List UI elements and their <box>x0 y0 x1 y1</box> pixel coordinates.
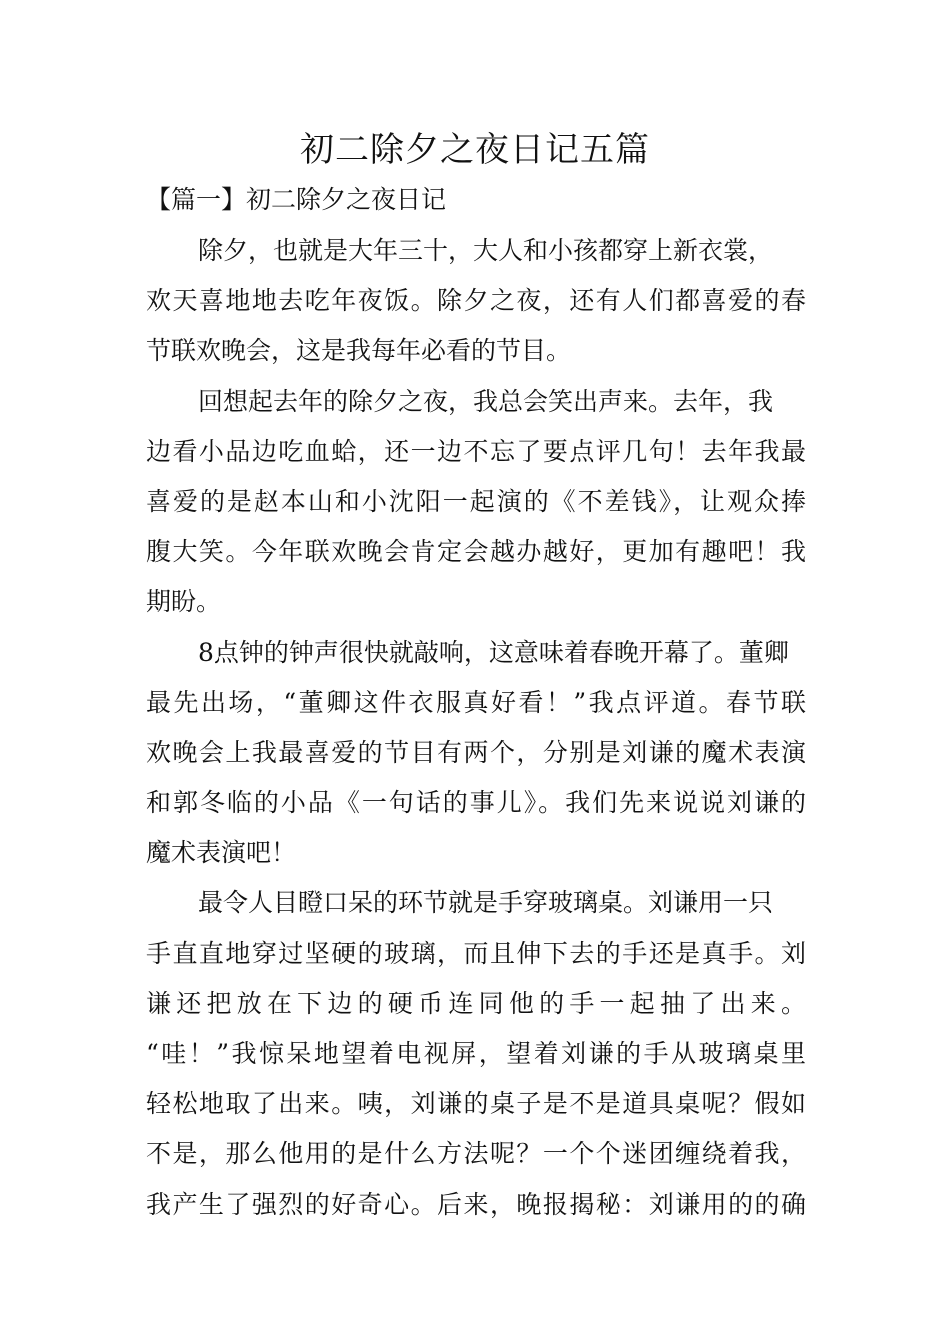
text-line: 谦还把放在下边的硬币连同他的手一起抽了出来。 <box>146 988 806 1018</box>
text-line: 手直直地穿过坚硬的玻璃，而且伸下去的手还是真手。刘 <box>146 938 806 968</box>
text-line: 欢天喜地地去吃年夜饭。除夕之夜，还有人们都喜爱的春 <box>146 286 806 316</box>
text-line: 8点钟的钟声很快就敲响，这意味着春晚开幕了。董卿 <box>198 637 789 667</box>
text-line: 节联欢晚会，这是我每年必看的节目。 <box>146 336 572 366</box>
text-line: 腹大笑。今年联欢晚会肯定会越办越好，更加有趣吧！我 <box>146 537 806 567</box>
text-line: 回想起去年的除夕之夜，我总会笑出声来。去年，我 <box>198 386 774 416</box>
section-heading: 【篇一】初二除夕之夜日记 <box>146 185 447 214</box>
text-line: “哇！”我惊呆地望着电视屏，望着刘谦的手从玻璃桌里 <box>146 1039 806 1068</box>
document-title: 初二除夕之夜日记五篇 <box>300 130 650 170</box>
text-line: 边看小品边吃血蛤，还一边不忘了要点评几句！去年我最 <box>146 436 806 466</box>
document-body <box>146 226 806 1230</box>
text-line: 魔术表演吧！ <box>146 838 297 868</box>
text-line: 最令人目瞪口呆的环节就是手穿玻璃桌。刘谦用一只 <box>198 888 774 918</box>
paragraph-1 <box>146 226 806 377</box>
paragraph-2 <box>146 377 806 628</box>
paragraph-4 <box>146 878 806 1229</box>
text-line: 除夕，也就是大年三十，大人和小孩都穿上新衣裳， <box>198 236 774 265</box>
text-line: 欢晚会上我最喜爱的节目有两个，分别是刘谦的魔术表演 <box>146 737 806 767</box>
text-line: 轻松地取了出来。咦，刘谦的桌子是不是道具桌呢？假如 <box>146 1089 806 1119</box>
text-line: 我产生了强烈的好奇心。后来，晚报揭秘：刘谦用的的确 <box>146 1189 806 1219</box>
text-line: 喜爱的是赵本山和小沈阳一起演的《不差钱》，让观众捧 <box>146 486 806 516</box>
text-line: 期盼。 <box>146 587 222 617</box>
text-line: 不是，那么他用的是什么方法呢？一个个迷团缠绕着我， <box>146 1139 806 1169</box>
paragraph-3 <box>146 628 806 879</box>
text-line: 最先出场，“董卿这件衣服真好看！”我点评道。春节联 <box>146 687 806 717</box>
text-line: 和郭冬临的小品《一句话的事儿》。我们先来说说刘谦的 <box>146 788 806 818</box>
